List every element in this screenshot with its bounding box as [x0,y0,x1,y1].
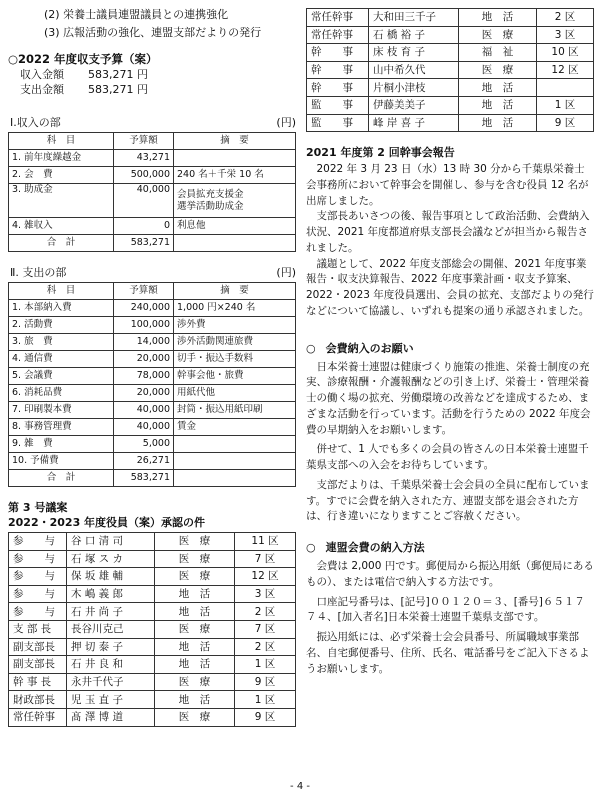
amount-cell: 100,000 [114,317,174,334]
officer-district: 9 区 [537,114,594,132]
officer-row [307,61,594,79]
officer-field: 医 療 [155,533,235,551]
officer-role: 常任幹事 [9,708,67,726]
officer-district: 12 区 [235,568,296,586]
officer-name: 石 井 良 和 [67,656,155,674]
amount-cell: 20,000 [114,351,174,368]
officer-row [9,638,296,656]
officer-row [307,96,594,114]
officer-field: 福 祉 [459,44,537,62]
officer-role: 幹 事 [307,44,369,62]
officer-row [9,568,296,586]
officer-field: 地 活 [155,656,235,674]
table-row [9,419,296,436]
officer-field: 地 活 [459,114,537,132]
expense-table [8,282,296,487]
amount-cell: 20,000 [114,385,174,402]
note-cell: 1,000 円×240 名 [174,300,296,317]
table-row [9,218,296,235]
payment-paragraph: 会費は 2,000 円です。郵便局から振込用紙（郵便局にあるもの）、または電信で納入する方法です。 [306,560,594,588]
officer-district: 1 区 [537,96,594,114]
item-cell: 3. 助成金 [9,184,114,218]
officer-field: 医 療 [155,708,235,726]
report-paragraph: 議題として、2022 年度支部総会の開催、2021 年度事業報告・収支決算報告、2022 年度事業計画・収支予算案、2022・2023 年度役員選出、会員の拡充、支部だよりの発行などについて協議し、いずれも提案の通り承認されました。 [306,257,594,317]
officer-district: 7 区 [235,550,296,568]
payment-paragraph: 振込用紙には、必ず栄養士会会員番号、所属職域事業部名、自宅郵便番号、住所、氏名、電話番号をご記入下さるようお願いします。 [306,631,590,675]
officer-district: 7 区 [235,620,296,638]
note-cell: 用紙代他 [174,385,296,402]
dues-paragraph: 日本栄養士連盟は健康づくり施策の推進、栄養士制度の充実、診療報酬・介護報酬などの引き上げ、栄養士・管理栄養士の働く場の拡充、労働環境の改善などを達成するため、まざまな活動を行っています。活動を行うための 2022 年度会費の早期納入をお願いします。 [306,360,591,436]
table-header-row [9,283,296,300]
officer-role: 副支部長 [9,638,67,656]
table-header-row [9,133,296,150]
officer-table [8,532,296,727]
officer-field: 医 療 [155,620,235,638]
officer-role: 参 与 [9,533,67,551]
amount-cell: 26,271 [114,453,174,470]
note-line: 会員拡充支援金 [177,188,244,200]
officer-row [9,550,296,568]
right-column [306,8,594,677]
amount-cell: 43,271 [114,150,174,167]
officer-role: 幹 事 [307,61,369,79]
officer-row [307,79,594,97]
officer-name: 押 切 泰 子 [67,638,155,656]
officer-name: 長谷川克己 [67,620,155,638]
budget-label: 支出金額 [20,83,64,96]
officer-role: 常任幹事 [307,9,369,27]
amount-cell: 5,000 [114,436,174,453]
note-cell [174,150,296,167]
table-row [9,300,296,317]
officer-name: 床 枝 育 子 [369,44,459,62]
item-cell: 1. 本部納入費 [9,300,114,317]
item-cell: 1. 前年度繰越金 [9,150,114,167]
officer-district: 2 区 [537,9,594,27]
officer-name: 石 井 尚 子 [67,603,155,621]
officer-name: 保 坂 雄 輔 [67,568,155,586]
agenda-subtitle: 2022・2023 年度役員（案）承認の件 [8,516,206,529]
note-cell: 渉外活動関連旅費 [174,334,296,351]
dues-paragraph: 支部だよりは、千葉県栄養士会会員の全員に配布しています。すでに会費を納入された方、連盟支部を退会された方は、行き違いになりますことご容赦ください。 [306,478,590,523]
payment-paragraph: 口座記号番号は、[記号]００１２０＝３、[番号]６５１７７４、[加入者名]日本栄養士連盟千葉県支部です。 [306,595,585,624]
agenda-title: 第 3 号議案 [8,501,68,514]
budget-row [8,83,296,98]
note-cell: 封筒・振込用紙印刷 [174,402,296,419]
income-section-header [8,116,296,132]
item-cell: 2. 会 費 [9,167,114,184]
item-cell: 10. 予備費 [9,453,114,470]
report-paragraph: 支部長あいさつの後、報告事項として政治活動、会費納入状況、2021 年度都道府県支部長会議などが担当から報告されました。 [306,210,590,254]
amount-cell: 0 [114,218,174,235]
table-row [9,402,296,419]
officer-role: 副支部長 [9,656,67,674]
officer-row [9,708,296,726]
officer-field: 医 療 [155,673,235,691]
total-amount: 583,271 [114,235,174,252]
officer-field: 医 療 [459,61,537,79]
item-cell: 9. 雑 費 [9,436,114,453]
payment-heading [306,541,594,559]
amount-cell: 78,000 [114,368,174,385]
officer-table-continued [306,8,594,132]
payment-title: 連盟会費の納入方法 [325,541,425,555]
table-row [9,453,296,470]
table-row [9,150,296,167]
table-row [9,167,296,184]
officer-district: 9 区 [235,673,296,691]
table-row [9,351,296,368]
officer-district: 12 区 [537,61,594,79]
expense-title: Ⅱ. 支出の部 [10,266,67,279]
officer-district: 11 区 [235,533,296,551]
officer-name: 石 塚 ス カ [67,550,155,568]
item-cell: 4. 雑収入 [9,218,114,235]
expense-unit: (円) [276,266,296,279]
officer-role: 参 与 [9,550,67,568]
officer-role: 幹 事 長 [9,673,67,691]
total-label: 合 計 [9,235,114,252]
officer-role: 参 与 [9,568,67,586]
officer-row [307,114,594,132]
total-amount: 583,271 [114,470,174,487]
officer-name: 児 玉 直 子 [67,691,155,709]
column-header: 予算額 [114,133,174,150]
column-header: 科 目 [9,283,114,300]
total-row [9,470,296,487]
officer-district: 3 区 [537,26,594,44]
officer-district: 1 区 [235,691,296,709]
officer-row [9,533,296,551]
officer-row [307,9,594,27]
table-row [9,317,296,334]
officer-role: 監 事 [307,96,369,114]
officer-name: 永井千代子 [67,673,155,691]
budget-title: ○2022 年度収支予算（案） [8,52,158,66]
officer-district: 1 区 [235,656,296,674]
officer-row [9,585,296,603]
page-number: - 4 - [290,781,310,792]
note-line: 選挙活動助成金 [177,200,244,212]
officer-field: 地 活 [155,638,235,656]
item-cell: 7. 印刷製本費 [9,402,114,419]
officer-name: 谷 口 清 司 [67,533,155,551]
officer-row [9,691,296,709]
circle-bullet: ○ [306,341,316,355]
officer-name: 髙 澤 博 道 [67,708,155,726]
officer-rows [9,533,296,727]
officer-district: 2 区 [235,638,296,656]
officer-district: 2 区 [235,603,296,621]
officer-row [9,603,296,621]
officer-name: 石 橋 裕 子 [369,26,459,44]
report-paragraph: 2022 年 3 月 23 日（水）13 時 30 分から千葉県栄養士会事務所において幹事会を開催し、参与を含む役員 12 名が出席しました。 [306,163,589,207]
officer-role: 支 部 長 [9,620,67,638]
officer-field: 地 活 [155,585,235,603]
officer-role: 参 与 [9,603,67,621]
officer-role: 参 与 [9,585,67,603]
officer-name: 木 嶋 義 郎 [67,585,155,603]
table-row [9,385,296,402]
officer-field: 医 療 [155,550,235,568]
officer-name: 峰 岸 喜 子 [369,114,459,132]
income-title: Ⅰ.収入の部 [10,116,61,129]
officer-row [307,26,594,44]
table-row [9,368,296,385]
total-row [9,235,296,252]
budget-value: 583,271 円 [88,83,148,96]
officer-field: 地 活 [155,691,235,709]
income-unit: (円) [276,116,296,129]
table-row [9,436,296,453]
officer-role: 常任幹事 [307,26,369,44]
item-cell: 4. 通信費 [9,351,114,368]
empty-cell [174,470,296,487]
budget-value: 583,271 円 [88,68,148,81]
amount-cell: 14,000 [114,334,174,351]
note-cell [174,184,296,218]
column-header: 科 目 [9,133,114,150]
left-column [8,8,296,727]
budget-label: 収入金額 [20,68,64,81]
expense-section-header [8,266,296,282]
officer-district: 10 区 [537,44,594,62]
amount-cell: 40,000 [114,419,174,436]
officer-district: 9 区 [235,708,296,726]
officer-name: 伊藤美美子 [369,96,459,114]
officer-field: 地 活 [459,9,537,27]
column-header: 摘 要 [174,283,296,300]
item-cell: 8. 事務管理費 [9,419,114,436]
item-cell: 5. 会議費 [9,368,114,385]
item-cell: 2. 活動費 [9,317,114,334]
officer-row [307,44,594,62]
note-cell [174,453,296,470]
column-header: 摘 要 [174,133,296,150]
officer-field: 医 療 [155,568,235,586]
officer-role: 財政部長 [9,691,67,709]
dues-heading [306,342,594,360]
note-cell: 賃金 [174,419,296,436]
item-cell: 6. 消耗品費 [9,385,114,402]
intro-item: (2) 栄養士議員連盟議員との連携強化 [44,8,229,21]
officer-role: 幹 事 [307,79,369,97]
circle-bullet: ○ [306,541,316,555]
officer-field: 地 活 [459,79,537,97]
dues-title: 会費納入のお願い [325,341,414,355]
note-cell: 幹事会他・旅費 [174,368,296,385]
officer-row [9,673,296,691]
table-row [9,334,296,351]
income-table [8,132,296,252]
officer-row [9,620,296,638]
report-title: 2021 年度第 2 回幹事会報告 [306,146,455,160]
empty-cell [174,235,296,252]
officer-name: 片桐小津枝 [369,79,459,97]
officer-rows [307,9,594,132]
intro-item: (3) 広報活動の強化、連盟支部だよりの発行 [44,26,262,39]
amount-cell: 40,000 [114,184,174,218]
officer-name: 大和田三千子 [369,9,459,27]
note-cell: 切手・振込手数料 [174,351,296,368]
total-label: 合 計 [9,470,114,487]
dues-paragraph: 併せて、1 人でも多くの会員の皆さんの日本栄養士連盟千葉県支部への入会をお待ちしています。 [306,443,589,472]
officer-field: 地 活 [459,96,537,114]
officer-role: 監 事 [307,114,369,132]
amount-cell: 240,000 [114,300,174,317]
column-header: 予算額 [114,283,174,300]
table-row [9,184,296,218]
budget-row [8,68,296,83]
expense-rows [9,300,296,470]
officer-district [537,79,594,97]
amount-cell: 500,000 [114,167,174,184]
item-cell: 3. 旅 費 [9,334,114,351]
note-cell [174,436,296,453]
amount-cell: 40,000 [114,402,174,419]
officer-name: 山中希久代 [369,61,459,79]
note-cell: 渉外費 [174,317,296,334]
note-cell: 利息他 [174,218,296,235]
officer-district: 3 区 [235,585,296,603]
officer-field: 地 活 [155,603,235,621]
officer-field: 医 療 [459,26,537,44]
officer-row [9,656,296,674]
note-cell: 240 名＋千栄 10 名 [174,167,296,184]
